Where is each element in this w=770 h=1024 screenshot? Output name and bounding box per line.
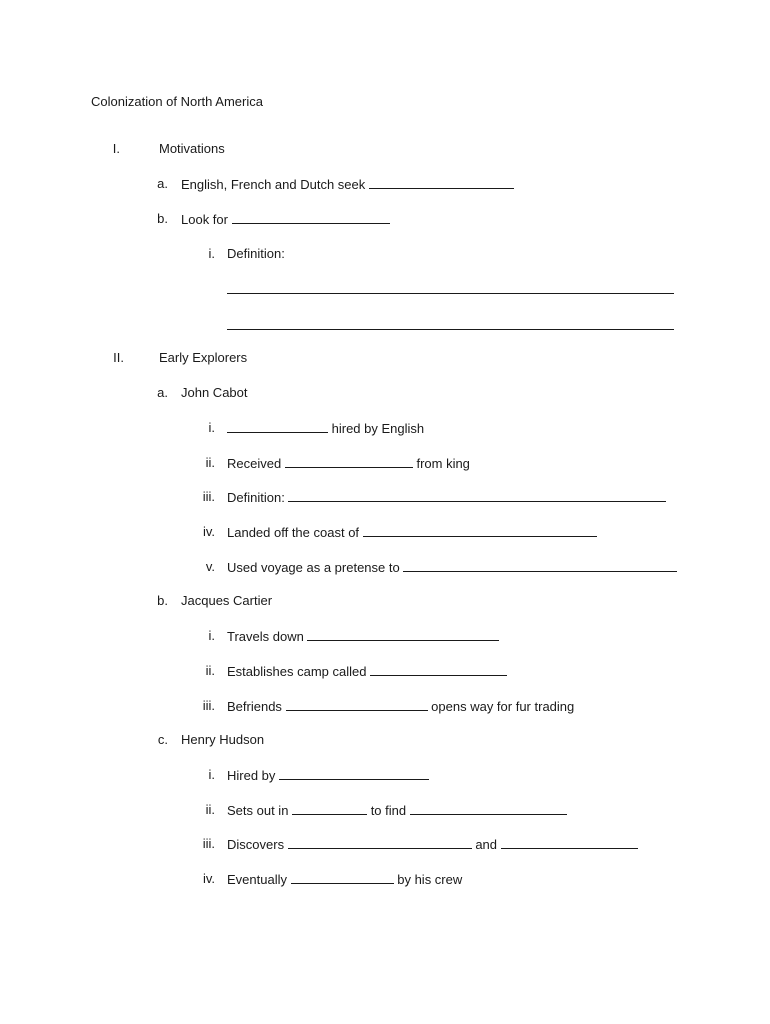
item-text: Look for	[181, 212, 228, 227]
fill-in-blank[interactable]	[370, 663, 507, 676]
subitem-marker: ii.	[205, 663, 215, 678]
section-numeral-1: I.	[112, 141, 120, 156]
subitem-travels-down	[227, 628, 499, 645]
subitem-text: Used voyage as a pretense to	[227, 560, 400, 575]
subitem-establishes-camp	[227, 663, 507, 680]
subitem-hired-by-english	[227, 420, 424, 437]
item-marker: a.	[157, 176, 168, 191]
fill-in-blank[interactable]	[501, 836, 638, 849]
subitem-middle-text: and	[475, 837, 498, 852]
fill-in-blank[interactable]	[291, 871, 394, 884]
subitem-text: Hired by	[227, 768, 276, 783]
fill-in-blank[interactable]	[286, 698, 428, 711]
subitem-marker: iv.	[202, 524, 215, 539]
section-heading-early-explorers: Early Explorers	[159, 350, 248, 365]
item-marker: b.	[157, 593, 168, 608]
item-marker: a.	[157, 385, 168, 400]
subitem-middle-text: to find	[370, 803, 407, 818]
subitem-marker: v.	[205, 559, 215, 574]
subitem-after-text: by his crew	[397, 872, 463, 887]
subitem-discovers	[227, 836, 638, 853]
fill-in-blank[interactable]	[363, 524, 597, 537]
subitem-definition: Definition:	[227, 246, 285, 261]
subitem-marker: i.	[208, 420, 215, 435]
explorer-henry-hudson: Henry Hudson	[181, 732, 265, 747]
subitem-marker: i.	[208, 767, 215, 782]
subitem-after-text: hired by English	[331, 421, 425, 436]
subitem-eventually	[227, 871, 462, 888]
subitem-text: Discovers	[227, 837, 285, 852]
list-item-english-french-dutch	[181, 176, 514, 193]
answer-line[interactable]	[227, 329, 674, 330]
fill-in-blank[interactable]	[403, 559, 677, 572]
subitem-text: Definition:	[227, 490, 285, 505]
subitem-text: Befriends	[227, 699, 282, 714]
subitem-received	[227, 455, 470, 472]
subitem-text: Sets out in	[227, 803, 289, 818]
fill-in-blank[interactable]	[227, 420, 328, 433]
subitem-befriends	[227, 698, 574, 715]
subitem-definition	[227, 489, 666, 506]
fill-in-blank[interactable]	[288, 836, 472, 849]
subitem-marker: iv.	[202, 871, 215, 886]
item-marker: c.	[157, 732, 168, 747]
subitem-marker: ii.	[205, 455, 215, 470]
explorer-john-cabot: John Cabot	[181, 385, 248, 400]
subitem-text: Received	[227, 456, 282, 471]
subitem-hired-by	[227, 767, 429, 784]
answer-line[interactable]	[227, 293, 674, 294]
subitem-marker: iii.	[202, 489, 215, 504]
fill-in-blank[interactable]	[410, 802, 567, 815]
subitem-text: Eventually	[227, 872, 287, 887]
subitem-marker: i.	[208, 628, 215, 643]
subitem-used-voyage	[227, 559, 677, 576]
fill-in-blank[interactable]	[285, 455, 413, 468]
fill-in-blank[interactable]	[307, 628, 499, 641]
item-text: English, French and Dutch seek	[181, 177, 366, 192]
item-marker: b.	[157, 211, 168, 226]
subitem-marker: iii.	[202, 836, 215, 851]
subitem-text: Establishes camp called	[227, 664, 367, 679]
fill-in-blank[interactable]	[369, 176, 514, 189]
explorer-jacques-cartier: Jacques Cartier	[181, 593, 273, 608]
page-title: Colonization of North America	[91, 94, 263, 109]
section-heading-motivations: Motivations	[159, 141, 225, 156]
subitem-marker: iii.	[202, 698, 215, 713]
fill-in-blank[interactable]	[232, 211, 390, 224]
subitem-landed-off-coast	[227, 524, 597, 541]
fill-in-blank[interactable]	[292, 802, 367, 815]
fill-in-blank[interactable]	[279, 767, 429, 780]
subitem-sets-out-in	[227, 802, 567, 819]
subitem-after-text: from king	[416, 456, 470, 471]
subitem-marker: ii.	[205, 802, 215, 817]
list-item-look-for	[181, 211, 390, 228]
subitem-text: Landed off the coast of	[227, 525, 360, 540]
subitem-text: Travels down	[227, 629, 304, 644]
section-numeral-2: II.	[113, 350, 124, 365]
subitem-after-text: opens way for fur trading	[431, 699, 575, 714]
fill-in-blank[interactable]	[288, 489, 666, 502]
subitem-marker: i.	[208, 246, 215, 261]
